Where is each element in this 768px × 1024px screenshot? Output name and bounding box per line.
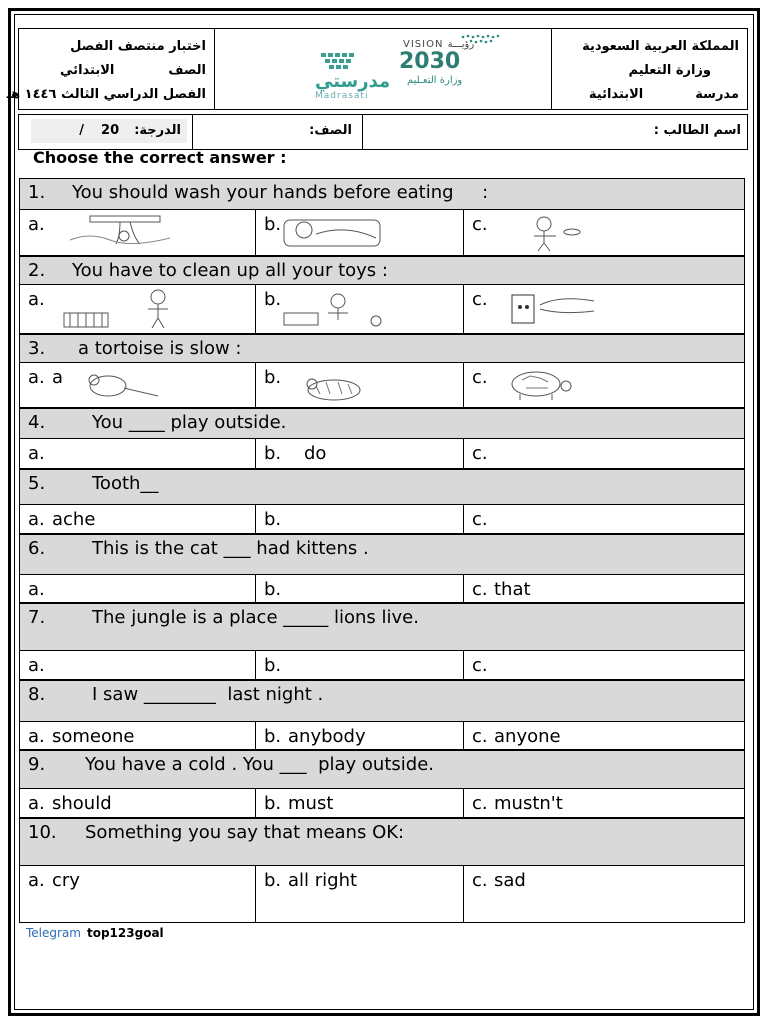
option-letter: c. bbox=[472, 443, 488, 464]
student-name-field[interactable] bbox=[367, 115, 747, 149]
answer-option-a[interactable] bbox=[20, 439, 256, 468]
answer-row bbox=[19, 505, 745, 534]
question-text: Tooth__ bbox=[92, 473, 159, 494]
tortoise-picture bbox=[496, 366, 580, 406]
option-letter: a. bbox=[28, 870, 45, 891]
option-letter: a. bbox=[28, 289, 45, 310]
option-letter: b. bbox=[264, 726, 282, 747]
answer-option-b[interactable] bbox=[256, 439, 464, 468]
question-number: 9. bbox=[28, 754, 46, 775]
question-text: a tortoise is slow : bbox=[78, 338, 242, 359]
answer-row bbox=[19, 722, 745, 750]
option-text: cry bbox=[52, 870, 80, 891]
question-row bbox=[19, 603, 745, 651]
option-letter: a. bbox=[28, 726, 45, 747]
answer-option-a[interactable] bbox=[20, 722, 256, 749]
logo-graphics bbox=[215, 29, 551, 109]
option-text: all right bbox=[288, 870, 358, 891]
school-line bbox=[558, 83, 739, 107]
option-letter: c. bbox=[472, 870, 488, 891]
answer-option-b[interactable] bbox=[256, 651, 464, 679]
option-text: a bbox=[52, 367, 64, 388]
madrasati-logo-latin: Madrasati bbox=[315, 91, 369, 101]
question-row bbox=[19, 408, 745, 439]
child-sleeping-picture bbox=[280, 210, 386, 254]
school-info bbox=[551, 29, 747, 109]
option-letter: b. bbox=[264, 214, 282, 235]
instruction: Choose the correct answer : bbox=[33, 148, 287, 167]
answer-option-c[interactable] bbox=[464, 575, 744, 602]
answer-row bbox=[19, 789, 745, 818]
question-row bbox=[19, 178, 745, 210]
question-row bbox=[19, 334, 745, 363]
plug-socket-picture bbox=[506, 287, 606, 331]
answer-option-c[interactable] bbox=[464, 439, 744, 468]
grade-label: الدرجة: bbox=[134, 123, 181, 138]
option-letter: a. bbox=[28, 793, 45, 814]
option-letter: b. bbox=[264, 509, 282, 530]
question-number: 4. bbox=[28, 412, 46, 433]
question-row bbox=[19, 256, 745, 285]
question-number: 3. bbox=[28, 338, 46, 359]
option-letter: b. bbox=[264, 870, 282, 891]
question-text: This is the cat ___ had kittens . bbox=[92, 538, 369, 559]
question-row bbox=[19, 534, 745, 575]
question-row bbox=[19, 680, 745, 722]
option-text: do bbox=[304, 443, 327, 464]
option-letter: b. bbox=[264, 793, 282, 814]
question-row bbox=[19, 469, 745, 505]
question-number: 8. bbox=[28, 684, 46, 705]
madrasati-logo: مدرستي bbox=[315, 71, 391, 92]
option-letter: c. bbox=[472, 367, 488, 388]
option-text: should bbox=[52, 793, 112, 814]
answer-row bbox=[19, 575, 745, 603]
question-text: The jungle is a place _____ lions live. bbox=[92, 607, 419, 628]
question-number: 6. bbox=[28, 538, 46, 559]
option-letter: c. bbox=[472, 214, 488, 235]
tiger-picture bbox=[302, 366, 366, 406]
option-letter: b. bbox=[264, 289, 282, 310]
answer-option-c[interactable] bbox=[464, 722, 744, 749]
option-letter: b. bbox=[264, 367, 282, 388]
answer-option-b[interactable] bbox=[256, 722, 464, 749]
class-label: الصف: bbox=[309, 123, 352, 138]
question-number: 2. bbox=[28, 260, 46, 281]
option-letter: b. bbox=[264, 443, 282, 464]
question-number: 10. bbox=[28, 822, 57, 843]
option-text: mustn't bbox=[494, 793, 563, 814]
answer-option-c[interactable] bbox=[464, 789, 744, 817]
answer-option-c[interactable] bbox=[464, 210, 744, 255]
telegram-handle: top123goal bbox=[86, 926, 164, 940]
option-letter: c. bbox=[472, 793, 488, 814]
option-letter: c. bbox=[472, 509, 488, 530]
option-letter: a. bbox=[28, 655, 45, 676]
answer-option-a[interactable] bbox=[20, 651, 256, 679]
option-text: that bbox=[494, 579, 531, 600]
parrot-picture bbox=[74, 366, 164, 406]
option-letter: c. bbox=[472, 726, 488, 747]
answer-option-b[interactable] bbox=[256, 789, 464, 817]
option-letter: a. bbox=[28, 443, 45, 464]
answer-option-b[interactable] bbox=[256, 575, 464, 602]
grade-total: 20 bbox=[101, 123, 120, 138]
option-letter: c. bbox=[472, 655, 488, 676]
question-text: Something you say that means OK: bbox=[85, 822, 405, 843]
question-text: You should wash your hands before eating : bbox=[72, 182, 489, 203]
question-text: I saw ________ last night . bbox=[92, 684, 324, 705]
option-letter: a. bbox=[28, 367, 45, 388]
answer-option-b[interactable] bbox=[256, 505, 464, 533]
handwashing-picture bbox=[60, 210, 188, 254]
school-stage: الابتدائية bbox=[588, 87, 644, 102]
chef-picture bbox=[510, 210, 592, 254]
exam-title: اختبار منتصف الفصل bbox=[70, 39, 206, 54]
option-letter: c. bbox=[472, 289, 488, 310]
answer-option-c[interactable] bbox=[464, 651, 744, 679]
option-text: someone bbox=[52, 726, 135, 747]
answer-option-a[interactable] bbox=[20, 866, 256, 922]
student-info-row bbox=[18, 114, 748, 150]
option-letter: c. bbox=[472, 579, 488, 600]
answer-option-a[interactable] bbox=[20, 789, 256, 817]
answer-row bbox=[19, 651, 745, 680]
semester-line: الفصل الدراسي الثالث ١٤٤٦ هـ bbox=[6, 87, 206, 102]
vision-2030-logo: 2030 bbox=[399, 49, 461, 74]
question-row bbox=[19, 750, 745, 789]
ministry-name: وزارة التعليم bbox=[628, 63, 711, 78]
option-text: must bbox=[288, 793, 334, 814]
kingdom-name: المملكة العربية السعودية bbox=[582, 39, 739, 54]
option-letter: a. bbox=[28, 509, 45, 530]
grade-box bbox=[19, 115, 193, 149]
telegram-label: Telegram bbox=[26, 926, 81, 940]
ministry-logo-label: وزارة التعـليم bbox=[407, 75, 463, 86]
option-letter: a. bbox=[28, 579, 45, 600]
exam-header bbox=[6, 28, 748, 110]
fence-and-person-picture bbox=[62, 287, 186, 331]
option-text: ache bbox=[52, 509, 96, 530]
answer-option-a[interactable] bbox=[20, 505, 256, 533]
question-text: You ____ play outside. bbox=[92, 412, 287, 433]
grade-line bbox=[23, 59, 206, 83]
grade-separator: / bbox=[79, 123, 84, 138]
footer bbox=[26, 926, 164, 940]
question-text: You have a cold . You ___ play outside. bbox=[85, 754, 434, 775]
answer-row bbox=[19, 866, 745, 923]
question-number: 5. bbox=[28, 473, 46, 494]
grade-stage: الابتدائي bbox=[60, 63, 115, 78]
answer-option-a[interactable] bbox=[20, 575, 256, 602]
student-name-label: اسم الطالب : bbox=[653, 123, 741, 138]
class-field[interactable] bbox=[193, 115, 363, 149]
option-letter: b. bbox=[264, 579, 282, 600]
grade-field[interactable] bbox=[31, 119, 187, 143]
answer-option-c[interactable] bbox=[464, 866, 744, 922]
question-row bbox=[19, 818, 745, 866]
option-text: anyone bbox=[494, 726, 561, 747]
vision-logo-label: VISION رؤيـــة bbox=[403, 39, 475, 50]
option-text: anybody bbox=[288, 726, 366, 747]
answer-row bbox=[19, 439, 745, 469]
school-label: مدرسة bbox=[695, 87, 739, 102]
question-text: You have to clean up all your toys : bbox=[72, 260, 388, 281]
grade-label: الصف bbox=[168, 63, 206, 78]
question-number: 1. bbox=[28, 182, 46, 203]
exam-info bbox=[6, 29, 215, 109]
option-letter: b. bbox=[264, 655, 282, 676]
question-number: 7. bbox=[28, 607, 46, 628]
logo-block bbox=[215, 29, 551, 109]
option-text: sad bbox=[494, 870, 526, 891]
option-letter: a. bbox=[28, 214, 45, 235]
answer-option-b[interactable] bbox=[256, 866, 464, 922]
child-tidying-toys-picture bbox=[276, 287, 400, 331]
answer-option-c[interactable] bbox=[464, 505, 744, 533]
